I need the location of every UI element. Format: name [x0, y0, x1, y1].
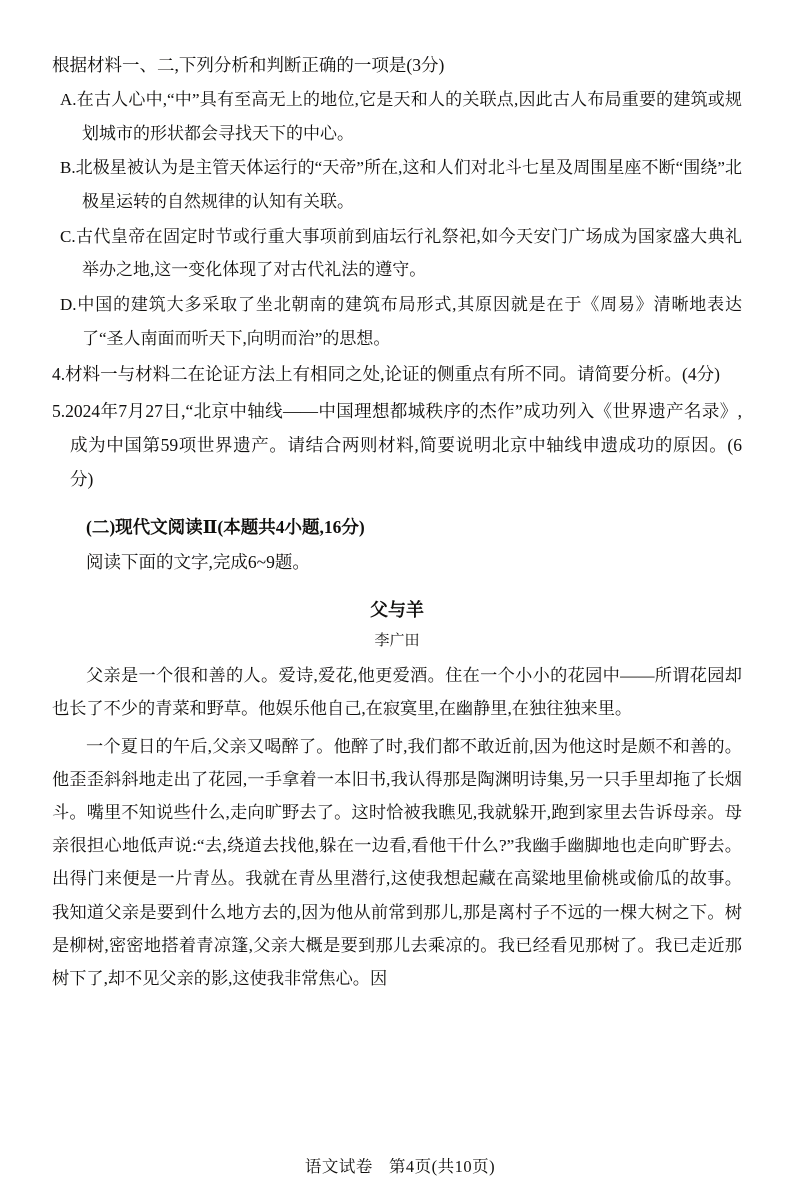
- passage-paragraph-1: 父亲是一个很和善的人。爱诗,爱花,他更爱酒。住在一个小小的花园中——所谓花园却也长了不少的青菜和野草。他娱乐他自己,在寂寞里,在幽静里,在独往独来里。: [52, 666, 742, 719]
- footer-label: 语文试卷: [304, 1157, 373, 1176]
- question-5-number: 5.: [52, 400, 66, 421]
- option-b-label: B.: [60, 158, 76, 178]
- option-a-text: 在古人心中,“中”具有至高无上的地位,它是天和人的关联点,因此古人布局重要的建筑或规划城市的形状都会寻找天下的中心。: [76, 90, 742, 143]
- option-a-label: A.: [60, 90, 77, 110]
- question-5-line: [52, 394, 742, 496]
- question-4: [52, 357, 742, 391]
- option-d-label: D.: [60, 295, 77, 315]
- question-3-options: [52, 83, 742, 355]
- passage-paragraph-2: 一个夏日的午后,父亲又喝醉了。他醉了时,我们都不敢近前,因为他这时是颇不和善的。他歪歪斜斜地走出了花园,一手拿着一本旧书,我认得那是陶渊明诗集,另一只手里却拖了长烟斗。嘴里不知说些什么,走向旷野去了。这时恰被我瞧见,我就躲开,跑到家里去告诉母亲。母亲很担心地低声说:“去,绕道去找他,躲在一边看,看他干什么?”我幽手幽脚地也走向旷野去。出得门来便是一片青丛。我就在青丛里潜行,这使我想起藏在高粱地里偷桃或偷瓜的故事。我知道父亲是要到什么地方去的,因为他从前常到那儿,那是离村子不远的一棵大树之下。树是柳树,密密地搭着青凉篷,父亲大概是要到那儿去乘凉的。我已经看见那树了。我已走近那树下了,却不见父亲的影,这使我非常焦心。因: [52, 736, 742, 988]
- option-c-text: 古代皇帝在固定时节或行重大事项前到庙坛行礼祭祀,如今天安门广场成为国家盛大典礼举办之地,这一变化体现了对古代礼法的遵守。: [75, 226, 742, 280]
- option-b: [52, 151, 742, 218]
- question-5: [52, 394, 742, 496]
- question-3: [52, 48, 742, 355]
- section-heading: (二)现代文阅读Ⅱ(本题共4小题,16分): [86, 516, 365, 537]
- footer-page: 第4页(共10页): [388, 1157, 496, 1176]
- question-5-stem: 2024年7月27日,“北京中轴线——中国理想都城秩序的杰作”成功列入《世界遗产名录》,成为中国第59项世界遗产。请结合两则材料,简要说明北京中轴线申遗成功的原因。(6分): [65, 400, 742, 489]
- passage-title: 父与羊: [370, 599, 424, 620]
- question-4-line: [52, 357, 742, 391]
- option-d-text: 中国的建筑大多采取了坐北朝南的建筑布局形式,其原因就是在于《周易》清晰地表达了“圣人南面而听天下,向明而治”的思想。: [76, 295, 742, 348]
- question-3-stem: 根据材料一、二,下列分析和判断正确的一项是(3分): [52, 55, 445, 75]
- option-c-label: C.: [60, 226, 76, 246]
- section-instruction: 阅读下面的文字,完成6~9题。: [86, 551, 310, 572]
- option-d: [52, 288, 742, 355]
- page-footer: [0, 1153, 800, 1177]
- option-c: [52, 220, 742, 287]
- question-4-number: 4.: [52, 364, 66, 385]
- question-4-stem: 材料一与材料二在论证方法上有相同之处,论证的侧重点有所不同。请简要分析。(4分): [65, 364, 720, 385]
- passage-author: 李广田: [374, 633, 420, 650]
- option-a: [52, 83, 742, 150]
- option-b-text: 北极星被认为是主管天体运行的“天帝”所在,这和人们对北斗七星及周围星座不断“围绕”北极星运转的自然规律的认知有关联。: [75, 158, 742, 212]
